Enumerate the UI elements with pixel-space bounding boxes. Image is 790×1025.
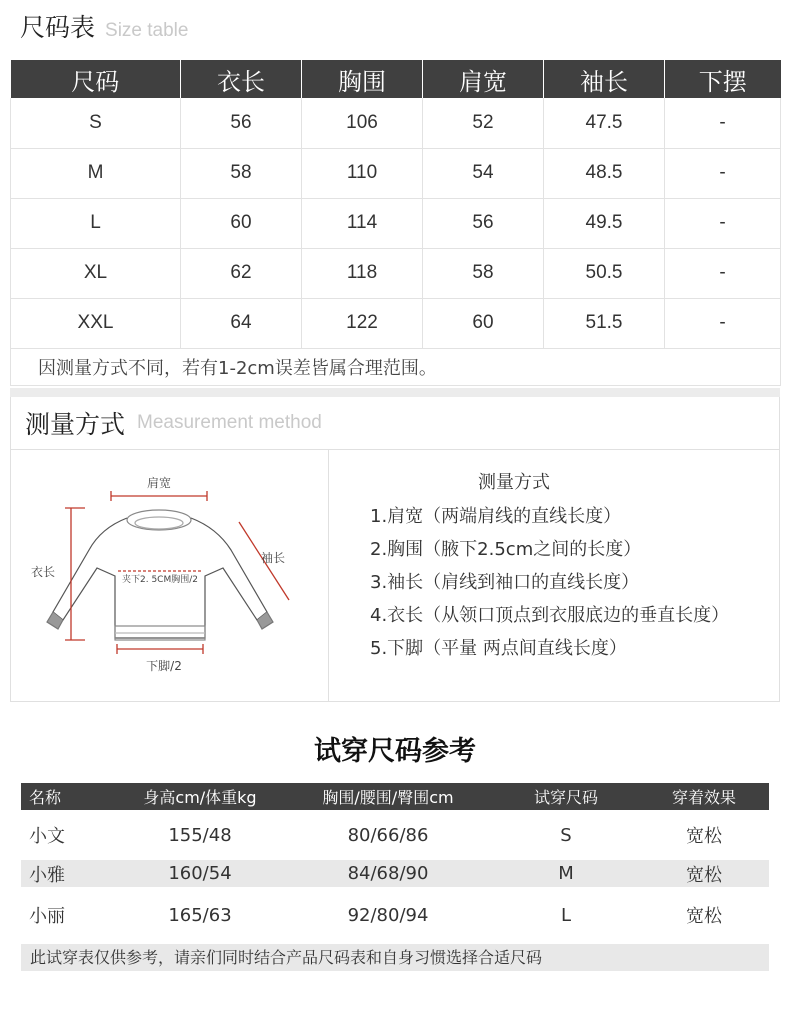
size-table-header-row xyxy=(11,60,781,98)
cell-fit: 宽松 xyxy=(686,906,722,927)
try-on-header-row xyxy=(21,783,769,810)
cell-hem: - xyxy=(665,298,781,348)
cell-height-weight: 165/63 xyxy=(168,904,232,926)
cell-sleeve: 49.5 xyxy=(544,198,665,248)
cell-name: 小丽 xyxy=(29,906,65,927)
table-row xyxy=(21,887,769,943)
cell-chest: 110 xyxy=(302,148,423,198)
cell-body-measurements: 84/68/90 xyxy=(283,860,493,887)
measurement-subtitle: Measurement method xyxy=(137,412,322,433)
header-body-measurements: 胸围/腰围/臀围cm xyxy=(283,783,493,810)
cell-height-weight: 160/54 xyxy=(117,860,283,887)
header-name: 名称 xyxy=(21,783,117,810)
table-row xyxy=(11,148,781,198)
header-length: 衣长 xyxy=(181,60,302,98)
cell-body-measurements: 92/80/94 xyxy=(347,904,429,926)
table-row xyxy=(11,298,781,348)
size-table xyxy=(10,60,781,386)
cell-hem: - xyxy=(665,248,781,298)
cell-chest: 114 xyxy=(302,198,423,248)
table-row xyxy=(11,198,781,248)
cell-name: 小文 xyxy=(29,826,65,847)
instruction-item: 1.肩宽（两端肩线的直线长度） xyxy=(370,506,622,527)
cell-size: S xyxy=(11,98,181,148)
try-on-table xyxy=(21,783,769,943)
cell-length: 56 xyxy=(181,98,302,148)
measurement-section xyxy=(10,397,780,702)
table-row xyxy=(11,98,781,148)
header-hem: 下摆 xyxy=(665,60,781,98)
cell-sleeve: 51.5 xyxy=(544,298,665,348)
cell-length: 64 xyxy=(181,298,302,348)
cell-chest: 118 xyxy=(302,248,423,298)
cell-hem: - xyxy=(665,98,781,148)
instruction-item: 4.衣长（从领口顶点到衣服底边的垂直长度） xyxy=(370,605,730,626)
header-fit: 穿着效果 xyxy=(639,783,769,810)
cell-name: 小雅 xyxy=(21,860,117,887)
cell-length: 58 xyxy=(181,148,302,198)
cell-length: 62 xyxy=(181,248,302,298)
measurement-title: 测量方式 xyxy=(25,410,126,439)
cell-shoulder: 56 xyxy=(423,198,544,248)
cell-try-size: S xyxy=(560,824,572,846)
cell-sleeve: 48.5 xyxy=(544,148,665,198)
label-length: 衣长 xyxy=(31,565,56,579)
cell-size: XL xyxy=(11,248,181,298)
label-hem: 下脚/2 xyxy=(146,659,182,673)
measurement-heading xyxy=(11,397,779,450)
header-try-size: 试穿尺码 xyxy=(493,783,639,810)
size-table-title: 尺码表 xyxy=(20,13,96,42)
table-row xyxy=(21,860,769,887)
table-row xyxy=(21,810,769,860)
try-on-note: 此试穿表仅供参考，请亲们同时结合产品尺码表和自身习惯选择合适尺码 xyxy=(21,944,769,971)
cell-size: L xyxy=(11,198,181,248)
try-on-title: 试穿尺码参考 xyxy=(314,736,476,767)
cell-fit: 宽松 xyxy=(639,860,769,887)
cell-shoulder: 52 xyxy=(423,98,544,148)
cell-body-measurements: 80/66/86 xyxy=(347,824,429,846)
cell-size: M xyxy=(11,148,181,198)
size-note-row xyxy=(11,348,781,385)
section-divider xyxy=(10,388,780,397)
cell-hem: - xyxy=(665,198,781,248)
sweater-diagram-svg xyxy=(11,450,329,701)
cell-chest: 106 xyxy=(302,98,423,148)
instruction-item: 3.袖长（肩线到袖口的直线长度） xyxy=(370,572,640,593)
cell-size: XXL xyxy=(11,298,181,348)
cell-shoulder: 54 xyxy=(423,148,544,198)
cell-try-size: L xyxy=(560,904,572,926)
cell-shoulder: 58 xyxy=(423,248,544,298)
size-table-subtitle: Size table xyxy=(105,20,189,41)
header-shoulder: 肩宽 xyxy=(423,60,544,98)
cell-chest: 122 xyxy=(302,298,423,348)
cell-height-weight: 155/48 xyxy=(168,824,232,846)
cell-sleeve: 47.5 xyxy=(544,98,665,148)
instruction-item: 5.下脚（平量 两点间直线长度） xyxy=(370,638,627,659)
header-size: 尺码 xyxy=(11,60,181,98)
size-note: 因测量方式不同，若有1-2cm误差皆属合理范围。 xyxy=(11,348,781,385)
cell-try-size: M xyxy=(493,860,639,887)
label-chest: 夹下2. 5CM胸围/2 xyxy=(122,575,198,585)
label-sleeve: 袖长 xyxy=(261,551,286,565)
label-shoulder: 肩宽 xyxy=(146,476,172,490)
instruction-item: 2.胸围（腋下2.5cm之间的长度） xyxy=(370,539,642,560)
cell-sleeve: 50.5 xyxy=(544,248,665,298)
cell-fit: 宽松 xyxy=(686,826,722,847)
measurement-lines xyxy=(65,491,289,654)
size-table-heading xyxy=(20,8,790,44)
measurement-instructions xyxy=(329,450,779,701)
header-sleeve: 袖长 xyxy=(544,60,665,98)
sweater-diagram xyxy=(11,450,329,701)
header-chest: 胸围 xyxy=(302,60,423,98)
header-height-weight: 身高cm/体重kg xyxy=(117,783,283,810)
table-row xyxy=(11,248,781,298)
instructions-title: 测量方式 xyxy=(478,472,550,493)
cell-length: 60 xyxy=(181,198,302,248)
cell-hem: - xyxy=(665,148,781,198)
cell-shoulder: 60 xyxy=(423,298,544,348)
